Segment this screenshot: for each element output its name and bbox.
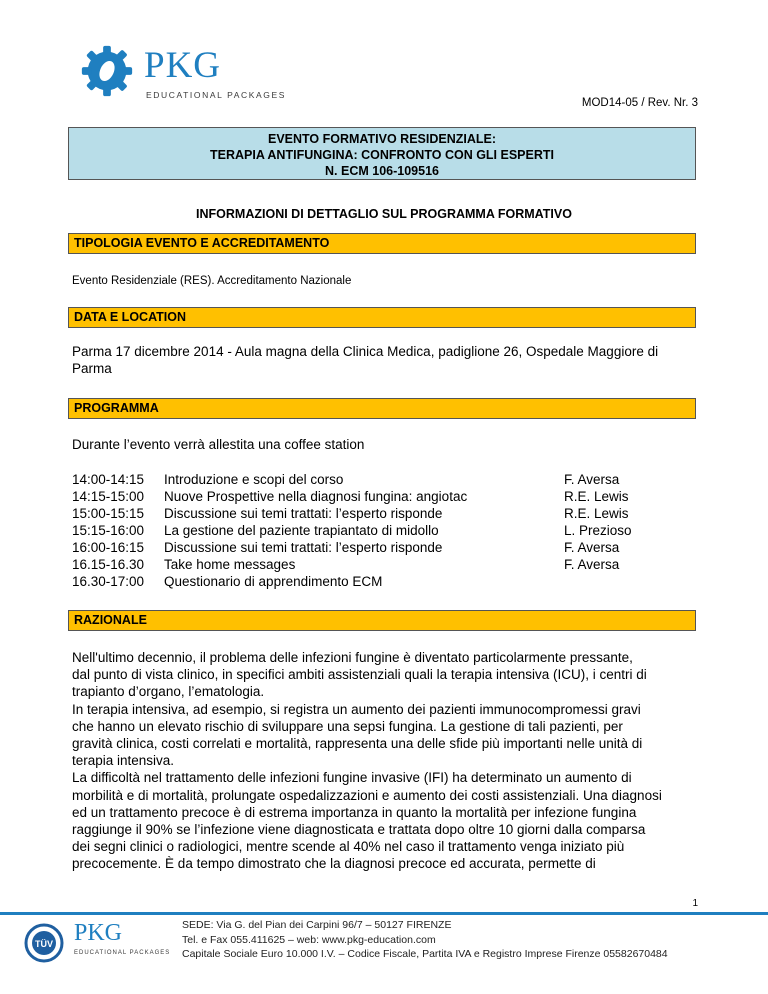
- footer-address: SEDE: Via G. del Pian dei Carpini 96/7 – 50127 FIRENZE: [182, 919, 452, 931]
- razionale-line: precocemente. È da tempo dimostrato che la diagnosi precoce ed accurata, permette di: [72, 856, 596, 872]
- program-row: [72, 506, 692, 523]
- razionale-paragraph: [72, 649, 700, 873]
- razionale-line: dei segni clinici o radiologici, mentre scende al 40% nel caso il trattamento venga iniziato più: [72, 839, 625, 855]
- footer-contacts: Tel. e Fax 055.411625 – web: www.pkg-education.com: [182, 933, 436, 946]
- program-speaker: F. Aversa: [564, 540, 620, 555]
- program-time: 14:15-15:00: [72, 489, 145, 504]
- razionale-line: terapia intensiva.: [72, 753, 175, 769]
- footer-legal: Capitale Sociale Euro 10.000 I.V. – Codice Fiscale, Partita IVA e Registro Imprese Firenze 05582670484: [182, 948, 668, 960]
- event-title-line: TERAPIA ANTIFUNGINA: CONFRONTO CON GLI ESPERTI: [210, 148, 554, 162]
- pkg-logo-icon: [78, 42, 136, 100]
- program-row: [72, 523, 692, 540]
- footer-company-info: [182, 918, 668, 962]
- razionale-line: morbilità e di mortalità, prolungate ospedalizzazioni e aumento dei costi assistenziali. Una diagnosi: [72, 787, 662, 803]
- tipologia-text: Evento Residenziale (RES). Accreditamento Nazionale: [72, 275, 352, 287]
- program-time: 16.15-16.30: [72, 557, 145, 572]
- location-line-1: Parma 17 dicembre 2014 - Aula magna della Clinica Medica, padiglione 26, Ospedale Maggiore di: [72, 344, 659, 359]
- program-speaker: L. Prezioso: [564, 523, 632, 538]
- program-row: [72, 557, 692, 574]
- program-title: Discussione sui temi trattati: l’esperto risponde: [164, 506, 443, 521]
- footer-logo-text: PKG: [74, 920, 123, 946]
- program-row: [72, 472, 692, 489]
- razionale-line: trapianto d’organo, l’ematologia.: [72, 684, 265, 700]
- program-time: 14:00-14:15: [72, 472, 145, 487]
- razionale-line: gravità clinica, costi correlati e mortalità, rappresenta una delle sfide più importanti nelle unità di: [72, 736, 643, 752]
- razionale-line: ed un trattamento precoce è di estrema importanza in quanto la mortalità per infezione fungina: [72, 804, 637, 820]
- page-number: 1: [692, 898, 698, 909]
- program-speaker: R.E. Lewis: [564, 506, 629, 521]
- razionale-line: In terapia intensiva, ad esempio, si registra un aumento dei pazienti immunocompromessi gravi: [72, 701, 641, 717]
- program-title: Take home messages: [164, 557, 296, 572]
- program-time: 15:15-16:00: [72, 523, 145, 538]
- section-heading-data: DATA E LOCATION: [68, 307, 696, 328]
- section-heading-tipologia: TIPOLOGIA EVENTO E ACCREDITAMENTO: [68, 233, 696, 254]
- program-row: [72, 540, 692, 557]
- razionale-line: La difficoltà nel trattamento delle infezioni fungine invasive (IFI) ha determinato un aumento di: [72, 770, 632, 786]
- event-type-line: EVENTO FORMATIVO RESIDENZIALE:: [267, 132, 497, 146]
- program-time: 16:00-16:15: [72, 540, 145, 555]
- event-title-box: [68, 127, 696, 180]
- section-heading-programma: PROGRAMMA: [68, 398, 696, 419]
- logo-subtitle: EDUCATIONAL PACKAGES: [146, 90, 287, 100]
- program-row: [72, 574, 692, 591]
- program-title: Introduzione e scopi del corso: [164, 472, 344, 487]
- program-row: [72, 489, 692, 506]
- program-title: La gestione del paziente trapiantato di midollo: [164, 523, 439, 538]
- program-title: Questionario di apprendimento ECM: [164, 574, 383, 589]
- program-speaker: F. Aversa: [564, 472, 620, 487]
- razionale-line: che hanno un elevato rischio di sviluppare una sepsi fungina. La gestione di tali pazienti, per: [72, 718, 623, 734]
- razionale-line: raggiunge il 90% se l’infezione viene diagnosticata e trattata dopo oltre 10 giorni dalla comparsa: [72, 822, 646, 838]
- program-title: Discussione sui temi trattati: l’esperto risponde: [164, 540, 443, 555]
- razionale-line: dal punto di vista clinico, in specifici ambiti assistenziali quali la terapia intensiva (ICU), i centri di: [72, 667, 647, 683]
- location-line-2: Parma: [72, 361, 112, 376]
- section-heading-razionale: RAZIONALE: [68, 610, 696, 631]
- program-time: 16.30-17:00: [72, 574, 145, 589]
- program-speaker: R.E. Lewis: [564, 489, 629, 504]
- footer-divider: [0, 912, 768, 915]
- footer-logo-subtitle: EDUCATIONAL PACKAGES: [74, 950, 171, 956]
- ecm-number-line: N. ECM 106-109516: [325, 164, 439, 178]
- razionale-line: Nell'ultimo decennio, il problema delle infezioni fungine è diventato particolarmente pressante,: [72, 650, 633, 665]
- program-time: 15:00-15:15: [72, 506, 145, 521]
- program-speaker: F. Aversa: [564, 557, 620, 572]
- logo-text: PKG: [144, 45, 222, 86]
- page-subtitle: INFORMAZIONI DI DETTAGLIO SUL PROGRAMMA FORMATIVO: [196, 207, 572, 221]
- program-title: Nuove Prospettive nella diagnosi fungina: angiotac: [164, 489, 468, 504]
- tuv-label: TÜV: [35, 939, 53, 949]
- programma-intro: Durante l’evento verrà allestita una coffee station: [72, 437, 365, 452]
- document-reference: MOD14-05 / Rev. Nr. 3: [581, 97, 698, 109]
- tuv-certification-icon: [24, 923, 64, 963]
